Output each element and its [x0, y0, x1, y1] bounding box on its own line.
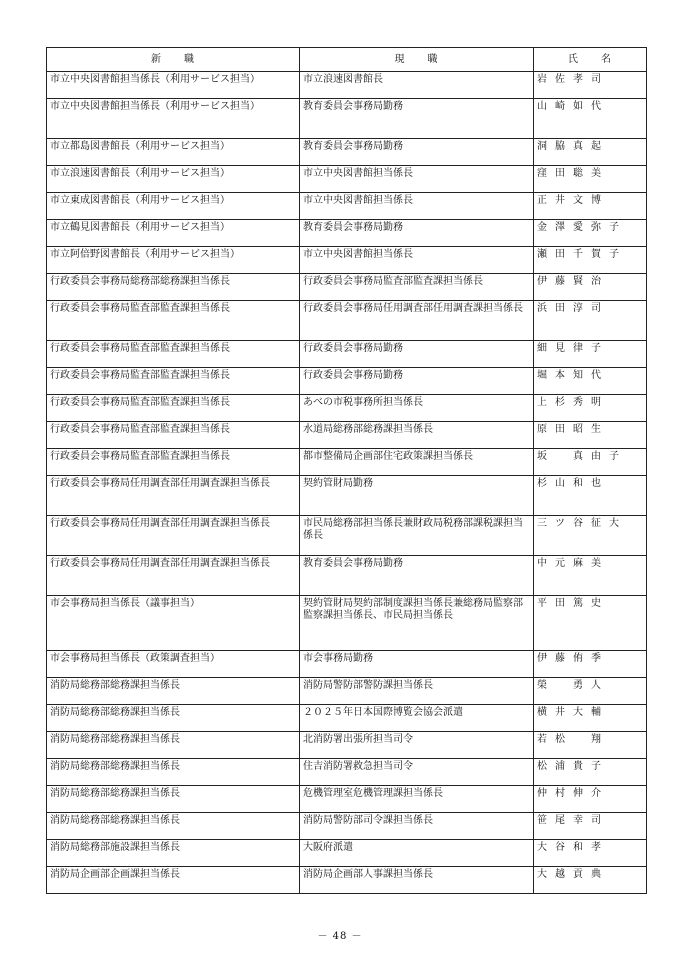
table-row: [47, 139, 647, 166]
table-row: [47, 786, 647, 813]
table-row: [47, 867, 647, 894]
name-cell: 坂 真由子: [534, 449, 647, 476]
table-row: [47, 476, 647, 516]
table-body: [47, 72, 647, 894]
name-cell: 三ツ谷征大: [534, 516, 647, 556]
table-row: [47, 840, 647, 867]
name-cell: 仲村伸介: [534, 786, 647, 813]
current-post-cell: 教育委員会事務局勤務: [300, 139, 534, 166]
table-row: [47, 247, 647, 274]
table-row: [47, 596, 647, 651]
table-row: [47, 301, 647, 341]
new-post-cell: 消防局総務部総務課担当係長: [47, 813, 300, 840]
table-row: [47, 220, 647, 247]
current-post-cell: 消防局警防部司令課担当係長: [300, 813, 534, 840]
current-post-cell: 行政委員会事務局勤務: [300, 341, 534, 368]
new-post-cell: 市立中央図書館担当係長（利用サービス担当）: [47, 72, 300, 99]
new-post-cell: 消防局企画部企画課担当係長: [47, 867, 300, 894]
new-post-cell: 市立東成図書館長（利用サービス担当）: [47, 193, 300, 220]
current-post-cell: 教育委員会事務局勤務: [300, 99, 534, 139]
table-row: [47, 368, 647, 395]
current-post-cell: 市立中央図書館担当係長: [300, 193, 534, 220]
current-post-cell: 市会事務局勤務: [300, 651, 534, 678]
new-post-cell: 行政委員会事務局監査部監査課担当係長: [47, 395, 300, 422]
header-new-post: 新 職: [47, 48, 300, 72]
table-row: [47, 395, 647, 422]
header-row: [47, 48, 647, 72]
current-post-cell: 北消防署出張所担当司令: [300, 732, 534, 759]
table-row: [47, 72, 647, 99]
table-row: [47, 759, 647, 786]
current-post-cell: 教育委員会事務局勤務: [300, 556, 534, 596]
name-cell: 横井大輔: [534, 705, 647, 732]
name-cell: 金澤愛弥子: [534, 220, 647, 247]
current-post-cell: 市立浪速図書館長: [300, 72, 534, 99]
personnel-table: [46, 47, 647, 894]
name-cell: 原田昭生: [534, 422, 647, 449]
name-cell: 洞脇真起: [534, 139, 647, 166]
current-post-cell: 市立中央図書館担当係長: [300, 166, 534, 193]
current-post-cell: 水道局総務部総務課担当係長: [300, 422, 534, 449]
header-name: 氏 名: [534, 48, 647, 72]
name-cell: 大越貢典: [534, 867, 647, 894]
current-post-cell: 契約管財局勤務: [300, 476, 534, 516]
new-post-cell: 行政委員会事務局監査部監査課担当係長: [47, 341, 300, 368]
current-post-cell: 契約管財局契約部制度課担当係長兼総務局監察部監察課担当係長、市民局担当係長: [300, 596, 534, 651]
table-row: [47, 556, 647, 596]
name-cell: 瀬田千賀子: [534, 247, 647, 274]
name-cell: 山崎如代: [534, 99, 647, 139]
table-row: [47, 166, 647, 193]
new-post-cell: 消防局総務部総務課担当係長: [47, 759, 300, 786]
name-cell: 岩佐孝司: [534, 72, 647, 99]
name-cell: 大谷和孝: [534, 840, 647, 867]
table-row: [47, 732, 647, 759]
current-post-cell: 大阪府派遣: [300, 840, 534, 867]
current-post-cell: 行政委員会事務局任用調査部任用調査課担当係長: [300, 301, 534, 341]
table-row: [47, 449, 647, 476]
table-row: [47, 678, 647, 705]
current-post-cell: 市民局総務部担当係長兼財政局税務部課税課担当係長: [300, 516, 534, 556]
name-cell: 平田篤史: [534, 596, 647, 651]
table-row: [47, 705, 647, 732]
name-cell: 若松 翔: [534, 732, 647, 759]
table-row: [47, 813, 647, 840]
new-post-cell: 消防局総務部総務課担当係長: [47, 678, 300, 705]
name-cell: 松浦貴子: [534, 759, 647, 786]
name-cell: 上杉秀明: [534, 395, 647, 422]
name-cell: 伊藤侑季: [534, 651, 647, 678]
name-cell: 杉山和也: [534, 476, 647, 516]
name-cell: 窪田聡美: [534, 166, 647, 193]
new-post-cell: 消防局総務部施設課担当係長: [47, 840, 300, 867]
table-row: [47, 193, 647, 220]
current-post-cell: 市立中央図書館担当係長: [300, 247, 534, 274]
new-post-cell: 消防局総務部総務課担当係長: [47, 786, 300, 813]
table-row: [47, 99, 647, 139]
new-post-cell: 市立阿倍野図書館長（利用サービス担当）: [47, 247, 300, 274]
new-post-cell: 行政委員会事務局任用調査部任用調査課担当係長: [47, 556, 300, 596]
new-post-cell: 市立中央図書館担当係長（利用サービス担当）: [47, 99, 300, 139]
table-row: [47, 422, 647, 449]
current-post-cell: 危機管理室危機管理課担当係長: [300, 786, 534, 813]
current-post-cell: 消防局警防部警防課担当係長: [300, 678, 534, 705]
new-post-cell: 消防局総務部総務課担当係長: [47, 705, 300, 732]
new-post-cell: 行政委員会事務局監査部監査課担当係長: [47, 422, 300, 449]
current-post-cell: ２０２５年日本国際博覧会協会派遣: [300, 705, 534, 732]
current-post-cell: 都市整備局企画部住宅政策課担当係長: [300, 449, 534, 476]
table-row: [47, 341, 647, 368]
name-cell: 細見律子: [534, 341, 647, 368]
new-post-cell: 行政委員会事務局監査部監査課担当係長: [47, 301, 300, 341]
page-number: － 48 －: [317, 931, 363, 942]
new-post-cell: 行政委員会事務局監査部監査課担当係長: [47, 368, 300, 395]
table-row: [47, 516, 647, 556]
name-cell: 榮 勇人: [534, 678, 647, 705]
new-post-cell: 消防局総務部総務課担当係長: [47, 732, 300, 759]
new-post-cell: 市立浪速図書館長（利用サービス担当）: [47, 166, 300, 193]
table-row: [47, 274, 647, 301]
table-row: [47, 651, 647, 678]
name-cell: 中元麻美: [534, 556, 647, 596]
new-post-cell: 行政委員会事務局任用調査部任用調査課担当係長: [47, 516, 300, 556]
new-post-cell: 市立都島図書館長（利用サービス担当）: [47, 139, 300, 166]
new-post-cell: 行政委員会事務局任用調査部任用調査課担当係長: [47, 476, 300, 516]
current-post-cell: 行政委員会事務局勤務: [300, 368, 534, 395]
current-post-cell: 住吉消防署救急担当司令: [300, 759, 534, 786]
new-post-cell: 市立鶴見図書館長（利用サービス担当）: [47, 220, 300, 247]
new-post-cell: 市会事務局担当係長（政策調査担当）: [47, 651, 300, 678]
new-post-cell: 行政委員会事務局監査部監査課担当係長: [47, 449, 300, 476]
new-post-cell: 行政委員会事務局総務部総務課担当係長: [47, 274, 300, 301]
current-post-cell: 消防局企画部人事課担当係長: [300, 867, 534, 894]
current-post-cell: あべの市税事務所担当係長: [300, 395, 534, 422]
name-cell: 正井文博: [534, 193, 647, 220]
name-cell: 堀本知代: [534, 368, 647, 395]
current-post-cell: 教育委員会事務局勤務: [300, 220, 534, 247]
new-post-cell: 市会事務局担当係長（議事担当）: [47, 596, 300, 651]
header-current-post: 現 職: [300, 48, 534, 72]
name-cell: 笹尾幸司: [534, 813, 647, 840]
name-cell: 伊藤賢治: [534, 274, 647, 301]
name-cell: 浜田淳司: [534, 301, 647, 341]
current-post-cell: 行政委員会事務局監査部監査課担当係長: [300, 274, 534, 301]
